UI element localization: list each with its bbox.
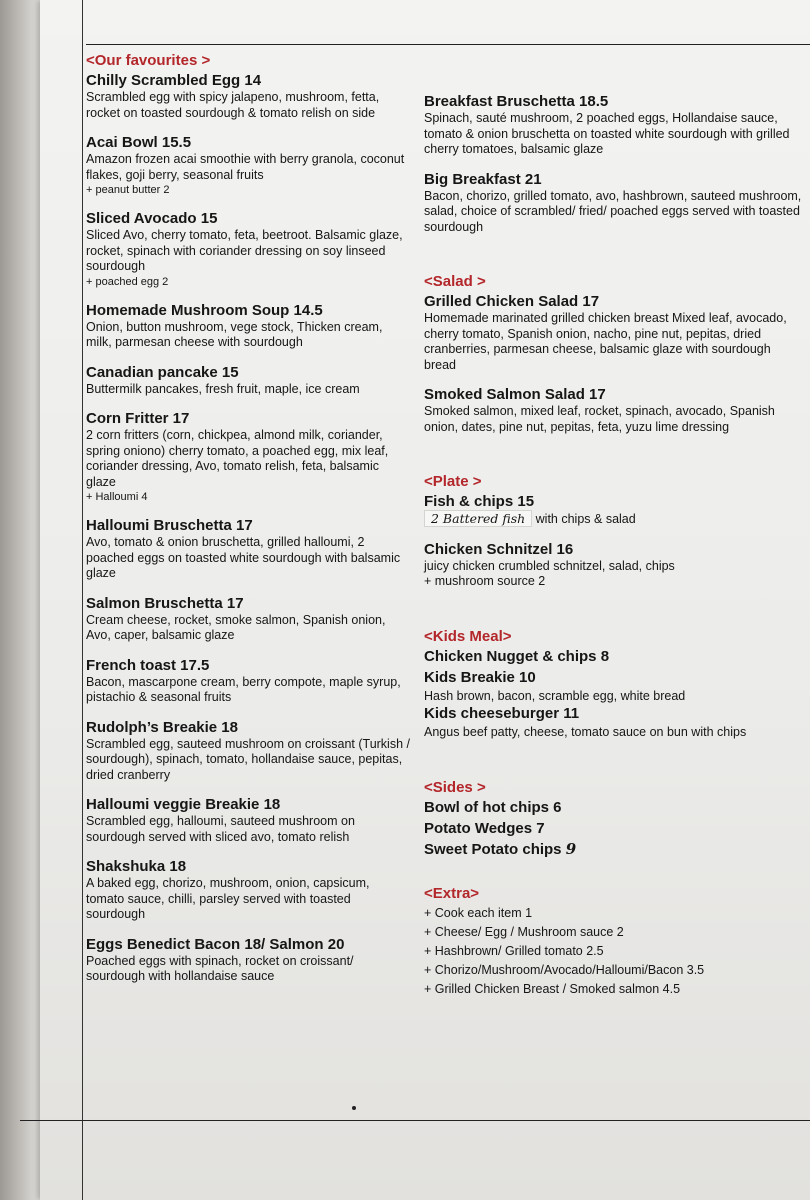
item-extra: + peanut butter 2 <box>86 184 170 196</box>
menu-item-salmon-bruschetta <box>86 594 411 644</box>
menu-item-halloumi-veggie-breakie <box>86 795 411 845</box>
menu-item-rudolphs-breakie <box>86 718 411 784</box>
item-name: Eggs Benedict Bacon 18/ Salmon 20 <box>86 935 345 953</box>
item-name: Canadian pancake 15 <box>86 363 239 381</box>
menu-item-corn-fritter <box>86 409 411 504</box>
item-desc: Cream cheese, rocket, smoke salmon, Spanish onion, Avo, caper, balsamic glaze <box>86 612 386 642</box>
item-name: French toast 17.5 <box>86 656 210 674</box>
item-desc <box>424 511 804 528</box>
top-rule <box>86 44 810 45</box>
item-desc: Buttermilk pancakes, fresh fruit, maple, ice cream <box>86 381 360 396</box>
item-name: Sliced Avocado 15 <box>86 210 218 227</box>
extra-line: + Cook each item 1 <box>424 905 533 920</box>
menu-item-fish-chips <box>424 492 804 528</box>
section-title-favourites: <Our favourites > <box>86 52 211 69</box>
menu-item-chicken-nugget: Chicken Nugget & chips 8 <box>424 647 610 665</box>
extras-list <box>424 904 804 999</box>
item-desc: Homemade marinated grilled chicken breast Mixed leaf, avocado, cherry tomato, Spanish onion, nacho, pine nut, pepitas, dried cranberries, parmesan cheese, balsamic glaze with sourdough bread <box>424 311 787 372</box>
menu-item-grilled-chicken-salad <box>424 292 804 373</box>
item-desc: Hash brown, bacon, scramble egg, white bread <box>424 688 686 703</box>
item-desc: Poached eggs with spinach, rocket on croissant/ sourdough with hollandaise sauce <box>86 953 354 983</box>
kids-meal-list <box>424 647 804 741</box>
item-desc-rest: with chips & salad <box>535 512 636 526</box>
item-desc: Scrambled egg, sauteed mushroom on croissant (Turkish / sourdough), spinach, tomato, hollandaise sauce, pepitas, dried cranberry <box>86 736 410 782</box>
item-name: Acai Bowl 15.5 <box>86 134 192 151</box>
item-desc: Scrambled egg with spicy jalapeno, mushroom, fetta, rocket on toasted sourdough & tomato relish on side <box>86 90 380 120</box>
section-title-sides: <Sides > <box>424 778 486 796</box>
menu-item-big-breakfast <box>424 170 804 236</box>
page-dot <box>352 1106 356 1110</box>
menu-item-chilly-scrambled-egg <box>86 71 411 121</box>
menu-item-canadian-pancake <box>86 363 411 398</box>
sweet-potato-label: Sweet Potato chips <box>424 840 562 858</box>
menu-item-shakshuka <box>86 857 411 923</box>
menu-item-eggs-benedict <box>86 935 411 985</box>
item-desc: juicy chicken crumbled schnitzel, salad, chips <box>424 558 675 573</box>
menu-item-potato-wedges: Potato Wedges 7 <box>424 819 545 837</box>
extra-line: + Cheese/ Egg / Mushroom sauce 2 <box>424 924 624 939</box>
section-title-plate: <Plate > <box>424 473 482 490</box>
item-name: Breakfast Bruschetta 18.5 <box>424 93 609 110</box>
menu-item-smoked-salmon-salad <box>424 385 804 435</box>
section-title-extra: <Extra> <box>424 884 480 902</box>
item-name: Chicken Schnitzel 16 <box>424 540 574 558</box>
item-desc: Bacon, chorizo, grilled tomato, avo, hashbrown, sauteed mushroom, salad, choice of scrambled/ fried/ poached eggs served with toasted sourdough <box>424 188 802 234</box>
menu-item-kids-cheeseburger: Kids cheeseburger 11 <box>424 705 580 722</box>
item-name: Shakshuka 18 <box>86 858 187 875</box>
item-name: Big Breakfast 21 <box>424 170 542 188</box>
handwritten-price: 9 <box>565 839 577 858</box>
item-name: Halloumi Bruschetta 17 <box>86 517 253 534</box>
item-desc: Onion, button mushroom, vege stock, Thicken cream, milk, parmesan cheese with sourdough <box>86 319 383 349</box>
section-title-salad: <Salad > <box>424 273 486 290</box>
item-desc: 2 corn fritters (corn, chickpea, almond milk, coriander, spring oniono) cherry tomato, a poached egg, mix leaf, coriander dressing, Avo, tomato relish, feta, balsamic glaze <box>86 428 389 489</box>
item-extra: + mushroom source 2 <box>424 574 546 588</box>
menu-item-chicken-schnitzel <box>424 540 804 590</box>
item-desc: Angus beef patty, cheese, tomato sauce on bun with chips <box>424 725 747 739</box>
item-name: Homemade Mushroom Soup 14.5 <box>86 301 323 319</box>
item-desc: Smoked salmon, mixed leaf, rocket, spinach, avocado, Spanish onion, dates, pine nut, pepitas, feta, yuzu lime dressing <box>424 404 775 434</box>
extra-line: + Grilled Chicken Breast / Smoked salmon 4.5 <box>424 981 681 996</box>
menu-item-french-toast <box>86 656 411 706</box>
menu-item-acai-bowl <box>86 133 411 197</box>
item-desc: Spinach, sauté mushroom, 2 poached eggs, Hollandaise sauce, tomato & onion bruschetta on toasted white sourdough with grilled cherry tomatoes, balsamic glaze <box>424 111 790 156</box>
menu-item-breakfast-bruschetta <box>424 92 804 158</box>
item-name: Corn Fritter 17 <box>86 410 190 427</box>
item-extra: + Halloumi 4 <box>86 491 148 503</box>
menu-item-hot-chips: Bowl of hot chips 6 <box>424 798 562 816</box>
extra-line: + Hashbrown/ Grilled tomato 2.5 <box>424 943 604 958</box>
section-title-kids: <Kids Meal> <box>424 627 512 645</box>
left-column <box>86 52 411 997</box>
menu-item-kids-breakie: Kids Breakie 10 <box>424 668 536 686</box>
bottom-rule <box>20 1120 810 1121</box>
handwritten-note: 2 Battered fish <box>424 510 532 527</box>
menu-item-halloumi-bruschetta <box>86 516 411 582</box>
item-name: Fish & chips 15 <box>424 493 535 510</box>
item-name: Chilly Scrambled Egg 14 <box>86 72 262 89</box>
menu-item-sweet-potato-chips <box>424 840 804 859</box>
item-desc: Bacon, mascarpone cream, berry compote, maple syrup, pistachio & seasonal fruits <box>86 674 401 704</box>
extra-line: + Chorizo/Mushroom/Avocado/Halloumi/Bacon 3.5 <box>424 962 705 977</box>
item-name: Rudolph’s Breakie 18 <box>86 718 238 736</box>
item-desc: Sliced Avo, cherry tomato, feta, beetroot. Balsamic glaze, rocket, spinach with coriander dressing on soy linseed sourdough <box>86 228 403 273</box>
margin-line <box>82 0 83 1200</box>
item-extra: + poached egg 2 <box>86 275 169 288</box>
item-name: Smoked Salmon Salad 17 <box>424 386 606 403</box>
item-desc: Amazon frozen acai smoothie with berry granola, coconut flakes, goji berry, seasonal fruits <box>86 152 405 182</box>
item-desc: A baked egg, chorizo, mushroom, onion, capsicum, tomato sauce, chilli, parsley served with toasted sourdough <box>86 876 370 921</box>
menu-item-sliced-avocado <box>86 209 411 289</box>
item-name: Salmon Bruschetta 17 <box>86 594 244 612</box>
item-name: Halloumi veggie Breakie 18 <box>86 796 281 813</box>
item-name: Grilled Chicken Salad 17 <box>424 293 600 310</box>
menu-item-mushroom-soup <box>86 301 411 351</box>
item-desc: Avo, tomato & onion bruschetta, grilled halloumi, 2 poached eggs on toasted white sourdough with balsamic glaze <box>86 535 401 580</box>
right-column <box>424 92 804 999</box>
sides-list <box>424 798 804 859</box>
item-desc: Scrambled egg, halloumi, sauteed mushroom on sourdough served with sliced avo, tomato relish <box>86 814 355 844</box>
